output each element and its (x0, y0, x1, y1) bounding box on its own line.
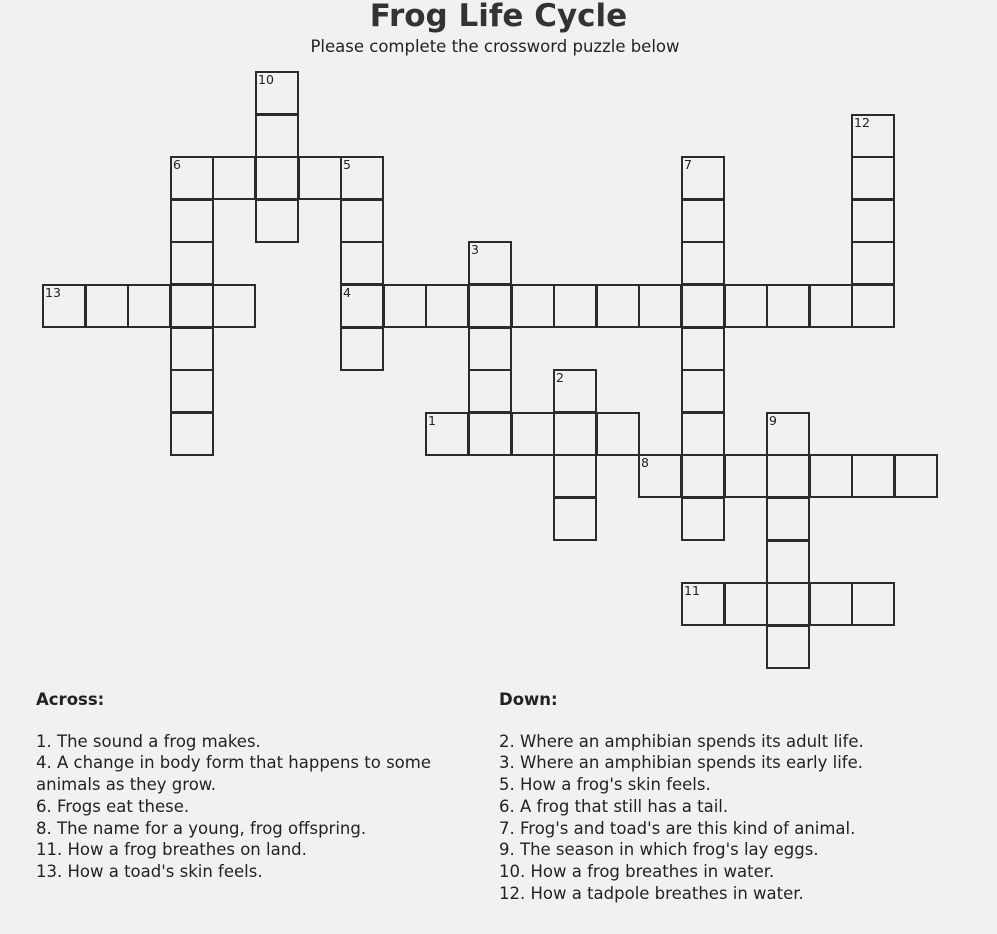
crossword-cell[interactable] (468, 327, 512, 371)
crossword-cell[interactable] (255, 71, 299, 115)
crossword-cell[interactable] (809, 454, 853, 498)
crossword-cell[interactable] (681, 497, 725, 541)
crossword-cell[interactable] (511, 284, 555, 328)
page-subtitle: Please complete the crossword puzzle below (310, 37, 680, 56)
across-clues (36, 689, 476, 883)
crossword-cell[interactable] (809, 582, 853, 626)
clue-number: 2 (556, 370, 564, 385)
crossword-cell[interactable] (851, 241, 895, 285)
crossword-cell[interactable] (468, 241, 512, 285)
crossword-cell[interactable] (553, 412, 597, 456)
clue-number: 10 (258, 72, 274, 87)
clue-across-1: 1. The sound a frog makes. (36, 731, 261, 751)
crossword-cell[interactable] (340, 241, 384, 285)
crossword-cell[interactable] (553, 284, 597, 328)
crossword-cell[interactable] (170, 369, 214, 413)
clue-number: 11 (684, 583, 700, 598)
across-heading: Across: (36, 690, 105, 709)
crossword-cell[interactable] (212, 284, 256, 328)
clue-number: 6 (173, 157, 181, 172)
crossword-cell[interactable] (468, 369, 512, 413)
clue-number: 5 (343, 157, 351, 172)
clue-across-6: 6. Frogs eat these. (36, 796, 190, 816)
clue-across-4: 4. A change in body form that happens to some animals as they grow. (36, 753, 437, 795)
crossword-cell[interactable] (894, 454, 938, 498)
crossword-cell[interactable] (766, 540, 810, 584)
crossword-cell[interactable] (255, 114, 299, 158)
clue-down-12: 12. How a tadpole breathes in water. (499, 883, 804, 903)
crossword-cell[interactable] (340, 199, 384, 243)
crossword-cell[interactable] (681, 582, 725, 626)
clue-number: 8 (641, 455, 649, 470)
crossword-cell[interactable] (851, 114, 895, 158)
clue-down-9: 9. The season in which frog's lay eggs. (499, 840, 819, 860)
crossword-cell[interactable] (42, 284, 86, 328)
crossword-cell[interactable] (851, 454, 895, 498)
crossword-cell[interactable] (638, 454, 682, 498)
crossword-cell[interactable] (255, 199, 299, 243)
clue-number: 1 (428, 413, 436, 428)
crossword-cell[interactable] (425, 284, 469, 328)
crossword-cell[interactable] (212, 156, 256, 200)
crossword-cell[interactable] (851, 156, 895, 200)
crossword-cell[interactable] (681, 241, 725, 285)
crossword-cell[interactable] (596, 412, 640, 456)
clue-down-10: 10. How a frog breathes in water. (499, 861, 775, 881)
clue-down-6: 6. A frog that still has a tail. (499, 796, 729, 816)
crossword-cell[interactable] (766, 412, 810, 456)
crossword-cell[interactable] (638, 284, 682, 328)
down-clues (499, 689, 959, 904)
crossword-cell[interactable] (553, 497, 597, 541)
crossword-cell[interactable] (766, 625, 810, 669)
crossword-cell[interactable] (255, 156, 299, 200)
crossword-cell[interactable] (85, 284, 129, 328)
crossword-cell[interactable] (553, 369, 597, 413)
clue-number: 4 (343, 285, 351, 300)
crossword-cell[interactable] (596, 284, 640, 328)
crossword-cell[interactable] (170, 199, 214, 243)
clue-down-3: 3. Where an amphibian spends its early life. (499, 753, 864, 773)
clue-number: 12 (854, 115, 870, 130)
clue-down-5: 5. How a frog's skin feels. (499, 775, 711, 795)
crossword-cell[interactable] (511, 412, 555, 456)
crossword-cell[interactable] (170, 156, 214, 200)
crossword-cell[interactable] (170, 327, 214, 371)
crossword-cell[interactable] (340, 327, 384, 371)
crossword-cell[interactable] (553, 454, 597, 498)
crossword-cell[interactable] (340, 156, 384, 200)
clue-across-13: 13. How a toad's skin feels. (36, 861, 263, 881)
crossword-cell[interactable] (766, 497, 810, 541)
crossword-cell[interactable] (851, 284, 895, 328)
crossword-cell[interactable] (170, 412, 214, 456)
page-title: Frog Life Cycle (369, 0, 628, 34)
crossword-cell[interactable] (425, 412, 469, 456)
crossword-cell[interactable] (170, 241, 214, 285)
crossword-cell[interactable] (766, 454, 810, 498)
crossword-cell[interactable] (681, 369, 725, 413)
crossword-cell[interactable] (468, 412, 512, 456)
crossword-cell[interactable] (681, 199, 725, 243)
crossword-cell[interactable] (681, 327, 725, 371)
crossword-cell[interactable] (681, 454, 725, 498)
crossword-cell[interactable] (766, 284, 810, 328)
clue-number: 13 (45, 285, 61, 300)
clue-number: 7 (684, 157, 692, 172)
clue-down-2: 2. Where an amphibian spends its adult life. (499, 731, 864, 751)
crossword-cell[interactable] (724, 454, 768, 498)
crossword-cell[interactable] (298, 156, 342, 200)
crossword-cell[interactable] (468, 284, 512, 328)
crossword-cell[interactable] (681, 156, 725, 200)
crossword-cell[interactable] (383, 284, 427, 328)
crossword-cell[interactable] (681, 412, 725, 456)
crossword-cell[interactable] (766, 582, 810, 626)
crossword-cell[interactable] (724, 284, 768, 328)
crossword-cell[interactable] (127, 284, 171, 328)
down-heading: Down: (499, 690, 558, 709)
crossword-cell[interactable] (851, 199, 895, 243)
crossword-cell[interactable] (681, 284, 725, 328)
clue-across-11: 11. How a frog breathes on land. (36, 840, 307, 860)
crossword-cell[interactable] (809, 284, 853, 328)
crossword-cell[interactable] (851, 582, 895, 626)
crossword-cell[interactable] (340, 284, 384, 328)
clue-number: 9 (769, 413, 777, 428)
crossword-cell[interactable] (724, 582, 768, 626)
clue-number: 3 (471, 242, 479, 257)
crossword-cell[interactable] (170, 284, 214, 328)
clue-across-8: 8. The name for a young, frog offspring. (36, 818, 367, 838)
clue-down-7: 7. Frog's and toad's are this kind of animal. (499, 818, 856, 838)
